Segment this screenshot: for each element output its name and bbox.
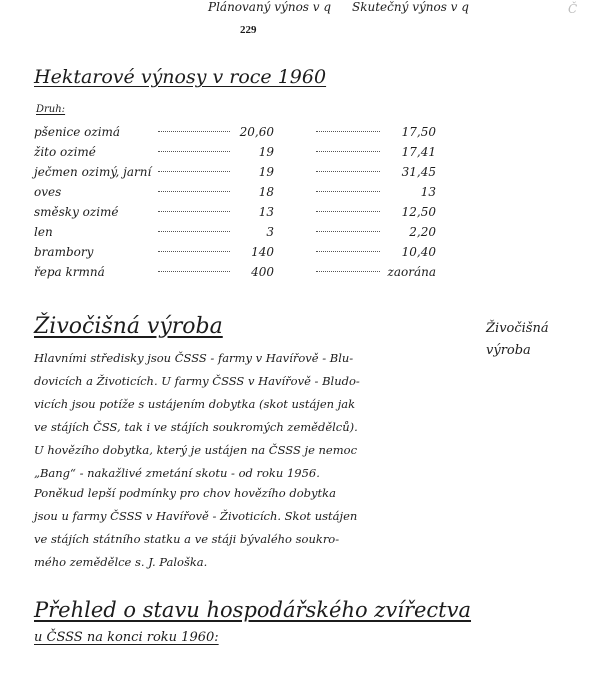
crop-name: směsky ozimé [34, 205, 119, 219]
dot-leader [158, 131, 230, 132]
dot-leader [316, 211, 380, 212]
dot-leader [316, 151, 380, 152]
actual-yield: 10,40 [401, 245, 436, 259]
margin-note [486, 318, 549, 362]
actual-yield: 31,45 [401, 165, 436, 179]
planned-yield: 13 [258, 205, 274, 219]
dot-leader [316, 231, 380, 232]
text-line: Hlavními středisky jsou ČSSS - farmy v Havířově - Blu- [34, 351, 354, 365]
crop-name: len [34, 225, 53, 239]
text-line: jsou u farmy ČSSS v Havířově - Životicích. Skot ustájen [34, 509, 358, 523]
text-line: dovicích a Životicích. U farmy ČSSS v Havířově - Bludo- [34, 374, 360, 388]
planned-yield: 18 [258, 185, 274, 199]
overview-subtitle: u ČSSS na konci roku 1960: [34, 630, 219, 645]
text-line: vicích jsou potíže s ustájením dobytka (skot ustájen jak [34, 397, 356, 411]
overview-title: Přehled o stavu hospodářského zvířectva [34, 598, 472, 622]
dot-leader [316, 271, 380, 272]
planned-yield: 19 [258, 145, 274, 159]
dot-leader [158, 271, 230, 272]
table-row [0, 265, 590, 285]
column-header-actual: Skutečný výnos v q [352, 0, 469, 14]
livestock-paragraph-2 [34, 482, 357, 574]
dot-leader [158, 191, 230, 192]
yields-title: Hektarové výnosy v roce 1960 [34, 66, 327, 88]
crop-name: oves [34, 185, 62, 199]
crop-name: žito ozimé [34, 145, 96, 159]
table-row [0, 145, 590, 165]
actual-yield: 13 [420, 185, 436, 199]
crop-name: řepa krmná [34, 265, 105, 279]
dot-leader [158, 151, 230, 152]
text-line: ve stájích ČSS, tak i ve stájích soukromých zemědělců). [34, 420, 358, 434]
text-line: „Bang“ - nakažlivé zmetání skotu - od roku 1956. [34, 466, 320, 480]
livestock-title: Živočišná výroba [34, 314, 223, 339]
table-row [0, 165, 590, 185]
text-line: Poněkud lepší podmínky pro chov hovězího dobytka [34, 486, 336, 500]
dot-leader [158, 211, 230, 212]
dot-leader [316, 171, 380, 172]
planned-yield: 140 [251, 245, 274, 259]
actual-yield: 17,50 [401, 125, 436, 139]
table-row [0, 125, 590, 145]
text-line: mého zemědělce s. J. Paloška. [34, 555, 208, 569]
page-number: 229 [240, 24, 257, 36]
actual-yield: zaorána [387, 265, 436, 279]
column-header-crop: Druh: [36, 104, 66, 115]
dot-leader [316, 191, 380, 192]
table-row [0, 245, 590, 265]
planned-yield: 3 [266, 225, 274, 239]
dot-leader [316, 251, 380, 252]
margin-note-line: výroba [486, 343, 531, 358]
dot-leader [158, 231, 230, 232]
planned-yield: 20,60 [239, 125, 274, 139]
dot-leader [316, 131, 380, 132]
planned-yield: 19 [258, 165, 274, 179]
crop-name: ječmen ozimý, jarní [34, 165, 152, 179]
text-line: U hovězího dobytka, který je ustájen na ČSSS je nemoc [34, 443, 358, 457]
dot-leader [158, 251, 230, 252]
actual-yield: 2,20 [409, 225, 436, 239]
column-header-planned: Plánovaný výnos v q [208, 0, 332, 14]
table-row [0, 225, 590, 245]
corner-mark: Č [568, 2, 578, 16]
table-row [0, 205, 590, 225]
table-row [0, 185, 590, 205]
actual-yield: 17,41 [401, 145, 436, 159]
crop-name: pšenice ozimá [34, 125, 121, 139]
text-line: ve stájích státního statku a ve stáji bývalého soukro- [34, 532, 340, 546]
livestock-paragraph-1 [34, 347, 360, 485]
crop-name: brambory [34, 245, 94, 259]
dot-leader [158, 171, 230, 172]
planned-yield: 400 [251, 265, 274, 279]
actual-yield: 12,50 [401, 205, 436, 219]
margin-note-line: Živočišná [486, 321, 549, 336]
